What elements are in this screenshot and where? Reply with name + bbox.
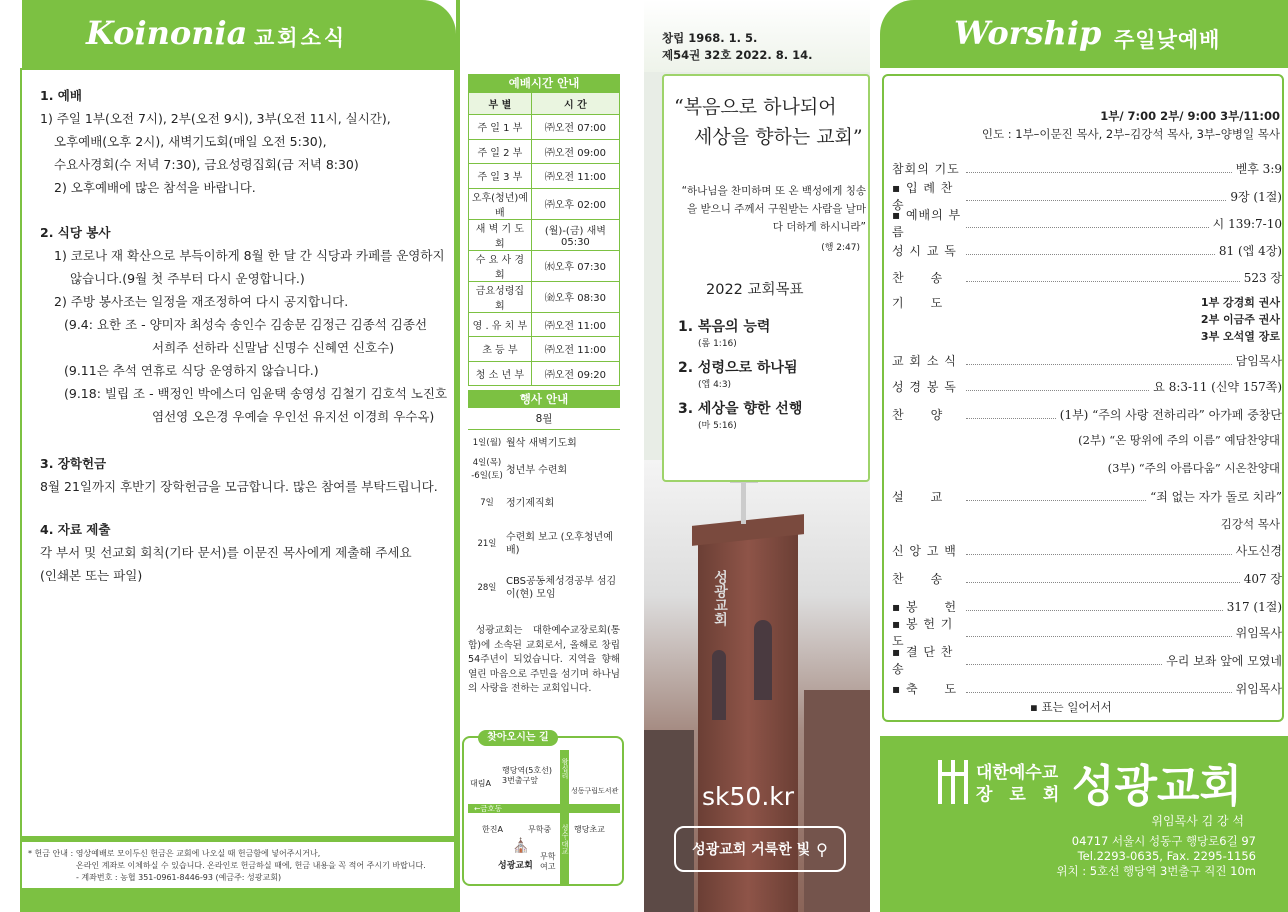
founded-date: 창립 1968. 1. 5. — [662, 31, 758, 45]
news-line: 않습니다.(9월 첫 주부터 다시 운영합니다.) — [70, 271, 305, 286]
leader-dots — [966, 355, 1232, 365]
event-name: 수련회 보고 (오후청년예배) — [506, 532, 613, 556]
leader-dots — [966, 245, 1215, 255]
service-time: (월)-(금) 새벽 05:30 — [531, 219, 619, 250]
order-label: ▪ 결 단 찬 송 — [892, 645, 954, 676]
goal-item — [678, 398, 802, 431]
worship-title: 주일낮예배 — [1114, 28, 1221, 52]
order-row — [892, 540, 1282, 560]
news-heading: 4. 자료 제출 — [40, 522, 111, 537]
senior-pastor: 위임목사 김 강 석 — [1151, 814, 1244, 828]
order-label: 성 경 봉 독 — [892, 379, 957, 394]
news-item — [40, 452, 450, 498]
order-row — [892, 158, 1282, 178]
service-name: 주 일 3 부 — [469, 164, 532, 189]
order-value: 81 (엡 4장) — [1218, 243, 1282, 258]
order-row — [892, 240, 1282, 260]
order-label: 신 앙 고 백 — [892, 543, 957, 558]
schedule-row — [469, 188, 620, 219]
goal-item — [678, 357, 802, 390]
choir-2: (2부) “온 땅위에 주의 이름” 예담찬양대 — [1078, 433, 1280, 447]
goal-text: 3. 세상을 향한 선행 — [678, 401, 803, 417]
goal-ref: (마 5:16) — [698, 421, 737, 431]
website-url[interactable]: sk50.kr — [702, 782, 795, 811]
worship-schedule — [468, 74, 620, 697]
news-line: 오후예배(오후 2시), 새벽기도회(매일 오전 5:30), — [54, 134, 327, 149]
church-footer — [880, 736, 1288, 912]
church-name: 성광교회 — [1072, 761, 1243, 812]
news-list — [40, 84, 450, 607]
window — [754, 620, 772, 700]
service-name: 영 . 유 치 부 — [469, 312, 532, 337]
map-title: 찾아오시는 길 — [478, 730, 558, 746]
col-header: 시 간 — [531, 93, 619, 115]
scripture-ref: (행 2:47) — [821, 243, 860, 253]
service-time: ㈜오전 07:00 — [531, 115, 619, 140]
news-heading: 3. 장학헌금 — [40, 456, 107, 471]
koinonia-brand: Koinonia — [86, 14, 248, 52]
contact — [1056, 834, 1256, 879]
goals-title: 2022 교회목표 — [706, 282, 804, 298]
leader-dots — [966, 491, 1146, 501]
footnote-line: 온라인 계좌로 이체하실 수 있습니다. 온라인로 헌금하실 때에, 헌금 내용을 꼭 적어 주시기 바랍니다. — [76, 861, 426, 870]
event-name: 월삭 새벽기도회 — [506, 437, 577, 449]
service-name: 초 등 부 — [469, 337, 532, 362]
order-label: ▪ 입 례 찬 송 — [892, 181, 954, 212]
worship-brand: Worship — [954, 14, 1102, 52]
order-label: 교 회 소 식 — [892, 353, 957, 368]
schedule-row — [469, 312, 620, 337]
news-line: 1) 코로나 재 확산으로 부득이하게 8월 한 달 간 식당과 카페를 운영하지 — [54, 248, 445, 263]
order-row — [892, 181, 1282, 212]
order-label: ▪ 예배의 부름 — [892, 208, 962, 239]
order-label: 설 교 — [892, 489, 944, 504]
order-label: 성 시 교 독 — [892, 243, 957, 258]
masthead — [662, 30, 812, 64]
denomination-line: 대한예수교 — [976, 763, 1059, 783]
search-box[interactable] — [674, 826, 846, 872]
schedule-table — [468, 92, 620, 386]
news-line: 2) 주방 봉사조는 일정을 재조정하여 다시 공지합니다. — [54, 294, 349, 309]
event-date: 4일(목) -6일(토) — [471, 458, 503, 481]
issue-info: 제54권 32호 2022. 8. 14. — [662, 48, 813, 62]
news-item — [40, 84, 450, 199]
service-name: 주 일 1 부 — [469, 115, 532, 140]
order-value: 요 8:3-11 (신약 157쪽) — [1153, 379, 1282, 394]
event-name: 청년부 수련회 — [506, 464, 568, 476]
choir-3: (3부) “주의 아름다움” 시온찬양대 — [1107, 461, 1280, 475]
leader-dots — [966, 545, 1232, 555]
scripture: “하나님을 찬미하며 또 온 백성에게 칭송을 받으니 주께서 구원받는 사람을 날마다 더하게 하시니라” — [681, 185, 866, 233]
goal-item — [678, 316, 802, 349]
map-label: 행당역(5호선) 3번출구앞 — [502, 766, 552, 785]
order-value: 407 장 — [1243, 571, 1282, 586]
leader-dots — [966, 601, 1223, 611]
sign-char: 광 — [712, 584, 728, 598]
footnote-line: * 헌금 안내 : 영상예배로 모이두신 헌금은 교회에 나오실 때 헌금함에 넣어주시거나, — [28, 849, 321, 858]
news-line: (9.18: 빌립 조 - 백정인 박에스더 임윤택 송영성 김철기 김호석 노진호 — [64, 386, 448, 401]
denomination — [976, 762, 1059, 806]
news-line: 각 부서 및 선교회 회칙(기타 문서)를 이문진 목사에게 제출해 주세요 — [40, 545, 412, 560]
koinonia-title: 교회소식 — [254, 26, 348, 50]
service-time: ㈜오후 02:00 — [531, 188, 619, 219]
order-label: ▪ 축 도 — [892, 681, 958, 696]
search-icon[interactable]: ⚲ — [816, 839, 828, 859]
goals-list — [678, 316, 802, 439]
leader-dots — [966, 272, 1240, 282]
map-label: ←금호동 — [474, 804, 503, 813]
news-line: (9.11은 추석 연휴로 식당 운영하지 않습니다.) — [64, 363, 319, 378]
order-label: 찬 송 — [892, 571, 944, 586]
service-time: ㈜오전 11:00 — [531, 164, 619, 189]
order-label: 찬 송 — [892, 270, 944, 285]
worship-header — [880, 0, 1288, 68]
map-label: 성동구립도서관 — [571, 787, 619, 795]
right-wing — [804, 690, 870, 912]
order-value: 사도신경 — [1235, 543, 1282, 558]
order-row — [892, 267, 1282, 287]
phone: Tel.2293-0635, Fax. 2295-1156 — [1077, 849, 1256, 863]
order-value: 위임목사 — [1235, 681, 1282, 696]
service-name: 새 벽 기 도 회 — [469, 219, 532, 250]
leader-dots — [966, 381, 1149, 391]
event-row — [468, 430, 620, 456]
service-time: ㈜오전 11:00 — [531, 312, 619, 337]
order-value: 벧후 3:9 — [1235, 161, 1282, 176]
schedule-row — [469, 337, 620, 362]
service-time: ㈜오전 09:00 — [531, 139, 619, 164]
map-label: 행당초교 — [574, 825, 605, 834]
order-value: “죄 없는 자가 돌로 치라” — [1150, 489, 1282, 504]
goal-ref: (엡 4:3) — [698, 380, 732, 390]
leader-dots — [966, 163, 1232, 173]
order-row — [892, 617, 1282, 648]
news-line: 1) 주일 1부(오전 7시), 2부(오전 9시), 3부(오전 11시, 실시간), — [40, 111, 391, 126]
event-date: 7일 — [480, 497, 494, 508]
address: 04717 서울시 성동구 행당로6길 97 — [1071, 834, 1256, 848]
slogan-box — [662, 74, 870, 482]
tower-sign — [712, 570, 728, 626]
service-name: 오후(청년)예배 — [469, 188, 532, 219]
prayer-leaders — [1140, 294, 1280, 345]
goal-text: 2. 성령으로 하나됨 — [678, 360, 798, 376]
order-value: 317 (1절) — [1226, 599, 1282, 614]
order-label: ▪ 봉 헌 기 도 — [892, 617, 954, 648]
events-title: 행사 안내 — [468, 390, 620, 408]
event-row — [468, 522, 620, 566]
map-label: 무학 여고 — [540, 852, 556, 871]
news-heading: 2. 식당 봉사 — [40, 225, 111, 240]
event-name: CBS공동체성경공부 섬김이(현) 모임 — [506, 576, 617, 600]
leader-dots — [966, 409, 1056, 419]
news-item — [40, 518, 450, 587]
news-item — [40, 221, 450, 428]
news-line: 2) 오후예배에 많은 참석을 바랍니다. — [54, 180, 256, 195]
schedule-row — [469, 281, 620, 312]
order-row — [892, 596, 1282, 616]
news-line: (인쇄본 또는 파일) — [40, 568, 143, 583]
service-leaders: 인도 : 1부–이문진 목사, 2부–김강석 목사, 3부–양병일 목사 — [981, 127, 1280, 141]
slogan-line: 세상을 향하는 교회” — [694, 126, 863, 148]
leader-dots — [966, 191, 1226, 201]
schedule-row — [469, 219, 620, 250]
schedule-title: 예배시간 안내 — [468, 74, 620, 92]
events-month: 8월 — [468, 408, 620, 430]
denomination-logo-icon — [938, 760, 968, 804]
news-heading: 1. 예배 — [40, 88, 82, 103]
news-line: 수요사경회(수 저녁 7:30), 금요성령집회(금 저녁 8:30) — [54, 157, 359, 172]
order-value: 523 장 — [1243, 270, 1282, 285]
order-value: 9장 (1절) — [1230, 189, 1282, 204]
event-date: 28일 — [477, 582, 497, 593]
map-church-label: 성광교회 — [498, 861, 533, 871]
prayer-leader: 2부 이금주 권사 — [1200, 313, 1280, 326]
event-date: 21일 — [477, 538, 497, 549]
order-value: 위임목사 — [1235, 625, 1282, 640]
service-name: 금요성령집회 — [469, 281, 532, 312]
left-wing — [644, 730, 694, 912]
order-value: (1부) “주의 사랑 전하리라” 아가페 중창단 — [1059, 407, 1282, 422]
goal-ref: (롬 1:16) — [698, 339, 737, 349]
offering-note — [22, 842, 454, 888]
sign-char: 교 — [712, 598, 728, 612]
order-row — [892, 208, 1282, 239]
order-label: 찬 양 — [892, 407, 944, 422]
leader-dots — [966, 683, 1232, 693]
service-time: ㈮오후 08:30 — [531, 281, 619, 312]
news-line: 8월 21일까지 후반기 장학헌금을 모금합니다. 많은 참여를 부탁드립니다. — [40, 479, 438, 494]
standing-note: ▪ 표는 일어서서 — [1030, 700, 1112, 714]
order-row — [892, 404, 1282, 424]
prayer-leader: 1부 강경희 권사 — [1200, 296, 1280, 309]
event-row — [468, 566, 620, 610]
service-times: 1부/ 7:00 2부/ 9:00 3부/11:00 — [1100, 109, 1280, 123]
footnote-line: - 계좌번호 : 농협 351-0961-8446-93 (예금주: 성광교회) — [76, 873, 282, 882]
order-label: ▪ 봉 헌 — [892, 599, 958, 614]
order-row — [892, 376, 1282, 396]
event-row — [468, 484, 620, 522]
order-label: 참회의 기도 — [892, 161, 960, 176]
order-value: 우리 보좌 앞에 모였네 — [1166, 653, 1282, 668]
order-value: 담임목사 — [1235, 353, 1282, 368]
col-header: 부 별 — [469, 93, 532, 115]
service-time: ㈜오전 11:00 — [531, 337, 619, 362]
service-name: 주 일 2 부 — [469, 139, 532, 164]
map-label: 대림A — [470, 779, 491, 788]
news-line: 서희주 선하라 신말남 신명수 신혜연 신호수) — [152, 340, 395, 355]
directions-map — [462, 732, 624, 886]
leader-dots — [966, 627, 1232, 637]
schedule-row — [469, 250, 620, 281]
search-text: 성광교회 거룩한 빛 — [692, 842, 811, 858]
sign-char: 성 — [712, 570, 728, 584]
left-margin — [0, 0, 20, 912]
map-label: 무학중 — [528, 825, 552, 834]
leader-dots — [966, 573, 1240, 583]
leader-dots — [966, 218, 1209, 228]
window — [712, 650, 726, 720]
schedule-row — [469, 115, 620, 140]
slogan-line: “복음으로 하나되어 — [674, 96, 837, 118]
service-time: ㈜오전 09:20 — [531, 361, 619, 386]
goal-text: 1. 복음의 능력 — [678, 319, 771, 335]
order-row — [892, 568, 1282, 588]
event-row — [468, 456, 620, 484]
leader-dots — [966, 655, 1162, 665]
sign-char: 회 — [712, 612, 728, 626]
event-name: 정기제직회 — [506, 497, 555, 509]
church-intro: 성광교회는 대한예수교장로회(통합)에 소속된 교회로서, 올해로 창립 54주년이 되었습니다. 지역을 향해 열린 마음으로 주민을 섬기며 하나님의 사랑을 전하는 교회입니다. — [468, 625, 620, 694]
schedule-row — [469, 139, 620, 164]
map-label: 한진A — [482, 825, 503, 834]
schedule-row — [469, 361, 620, 386]
map-label: 왕십리 — [561, 758, 569, 779]
order-row — [892, 486, 1282, 506]
order-row — [892, 645, 1282, 676]
preacher: 김강석 목사 — [1220, 517, 1280, 531]
denomination-line: 장 로 회 — [976, 785, 1060, 805]
church-icon: ⛪ — [512, 838, 530, 854]
order-row — [892, 678, 1282, 698]
map-label: 성수·대교 — [561, 824, 569, 855]
service-time: ㈬오후 07:30 — [531, 250, 619, 281]
koinonia-header — [22, 0, 456, 68]
service-name: 수 요 사 경 회 — [469, 250, 532, 281]
order-label: 기 도 — [892, 295, 944, 310]
event-date: 1일(월) — [472, 437, 502, 448]
service-name: 청 소 년 부 — [469, 361, 532, 386]
location: 위치 : 5호선 행당역 3번출구 직진 10m — [1056, 864, 1256, 878]
order-row — [892, 350, 1282, 370]
schedule-row — [469, 164, 620, 189]
news-line: 염선영 오은경 우예슬 우인선 유지선 이경희 우수옥) — [152, 409, 435, 424]
news-line: (9.4: 요한 조 - 양미자 최성숙 송인수 김송문 김정근 김종석 김종선 — [64, 317, 428, 332]
prayer-leader: 3부 오석열 장로 — [1200, 330, 1280, 343]
order-value: 시 139:7-10 — [1212, 216, 1282, 231]
events-list — [468, 430, 620, 610]
